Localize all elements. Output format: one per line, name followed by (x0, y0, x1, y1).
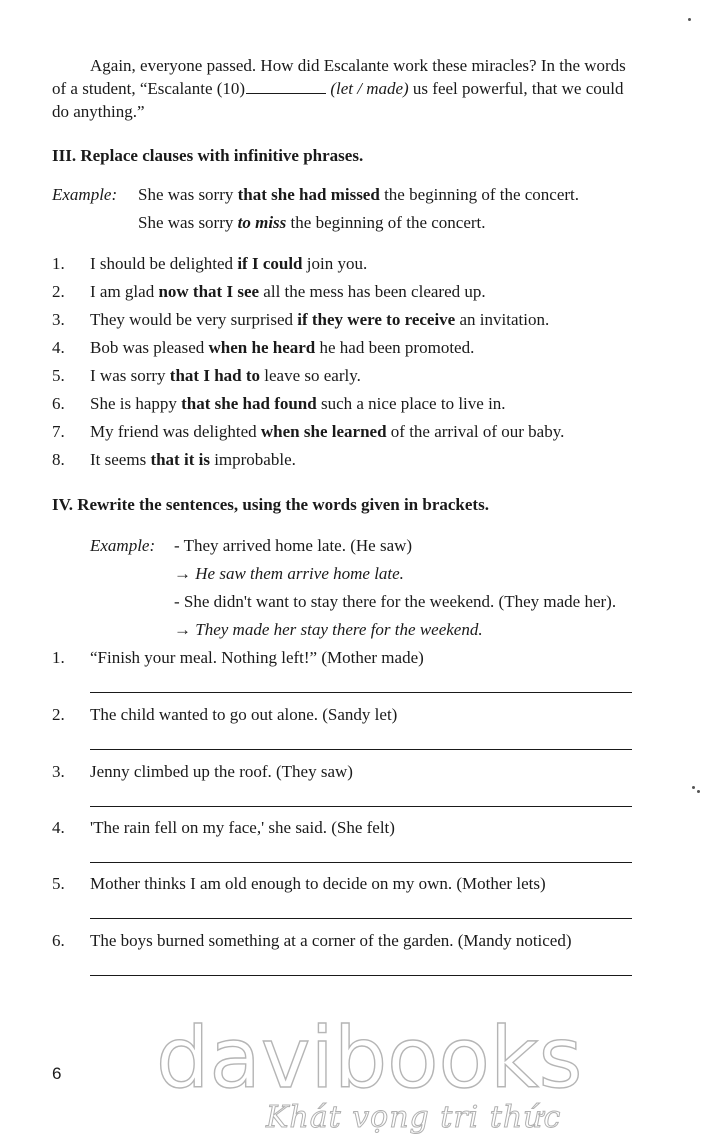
answer-line[interactable] (90, 749, 632, 750)
intro-line-3: do anything.” (52, 102, 145, 121)
section-4-example-2-answer: → They made her stay there for the weekend. (174, 620, 483, 639)
scan-speck (688, 18, 691, 21)
section-4-example-2: - She didn't want to stay there for the weekend. (They made her). (174, 592, 617, 611)
answer-blank[interactable] (246, 92, 326, 94)
scan-speck (692, 786, 695, 789)
answer-line[interactable] (90, 862, 632, 863)
page-number: 6 (52, 1064, 62, 1083)
answer-line[interactable] (90, 806, 632, 807)
answer-line[interactable] (90, 918, 632, 919)
section-3-heading: III. Replace clauses with infinitive phrases. (52, 146, 364, 165)
section-4-example-label: Example: (90, 536, 156, 555)
intro-line-1: Again, everyone passed. How did Escalante work these miracles? In the words (90, 56, 626, 75)
section-3-example-1: She was sorry that she had missed the beginning of the concert. (138, 185, 580, 204)
intro-line-2 (52, 79, 623, 99)
section-3-example-label: Example: (52, 185, 118, 204)
answer-line[interactable] (90, 975, 632, 976)
section-4-example-1-answer: → He saw them arrive home late. (174, 564, 404, 583)
section-3-example-2: She was sorry to miss the beginning of the concert. (138, 213, 486, 232)
intro-line-2-pre: of a student, “Escalante (10) (52, 79, 246, 98)
intro-line-2-post: us feel powerful, that we could (408, 79, 624, 98)
intro-hint: (let / made) (330, 79, 409, 98)
watermark-tagline: Khát vọng tri thức (266, 1100, 562, 1135)
scan-speck (697, 790, 700, 793)
section-4-example-1: - They arrived home late. (He saw) (174, 536, 413, 555)
watermark-logo: davibooks (156, 1009, 583, 1107)
answer-line[interactable] (90, 692, 632, 693)
section-4-heading: IV. Rewrite the sentences, using the words given in brackets. (52, 495, 489, 514)
